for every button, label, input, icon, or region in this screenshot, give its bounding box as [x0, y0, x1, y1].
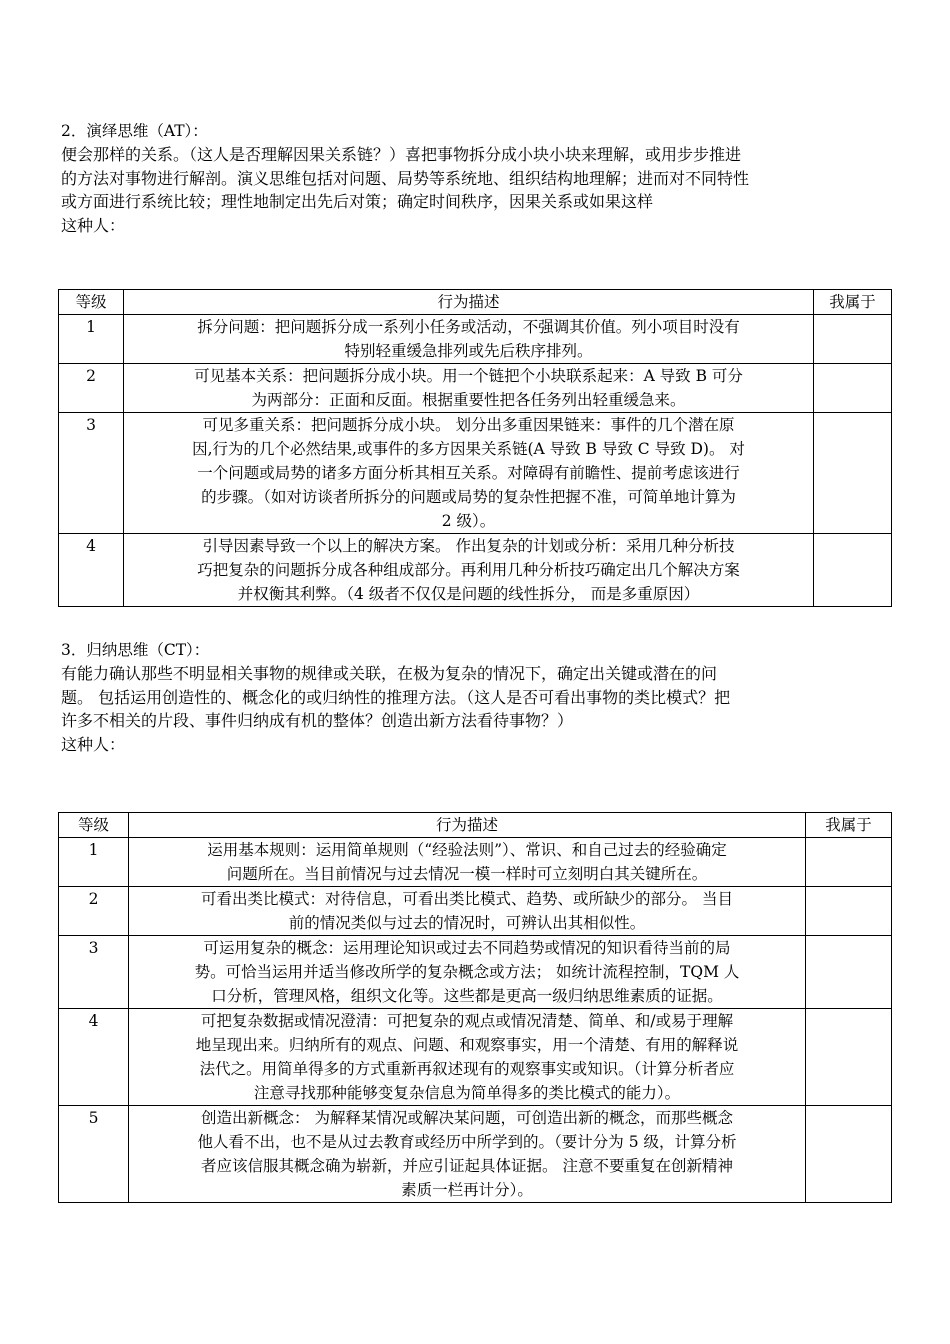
section-title: 2．演绎思维（AT）： [61, 122, 208, 140]
description-line: 法代之。用简单得多的方式重新再叙述现有的观察事实或知识。（计算分析者应 [199, 1060, 735, 1078]
description-cell [129, 936, 806, 1009]
description-cell [129, 838, 806, 887]
description-line: 素质一栏再计分）。 [401, 1181, 533, 1199]
table-header-row [59, 813, 892, 838]
header-description: 行为描述 [129, 813, 806, 838]
description-line: 巧把复杂的问题拆分成各种组成部分。再利用几种分析技巧确定出几个解决方案 [197, 561, 740, 579]
description-line: 前的情况类似与过去的情况时，可辨认出其相似性。 [288, 914, 646, 932]
intro-line: 便会那样的关系。（这人是否理解因果关系链？）喜把事物拆分成小块小块来理解，或用步步推进 [61, 145, 742, 164]
table-row [59, 1106, 892, 1203]
table-row [59, 364, 892, 413]
description-cell [124, 315, 814, 364]
table-row [59, 936, 892, 1009]
intro-line: 这种人： [61, 216, 126, 236]
table-row [59, 315, 892, 364]
level-cell: 3 [59, 413, 124, 534]
description-line: 可见多重关系：把问题拆分成小块。 划分出多重因果链来：事件的几个潜在原 [202, 416, 735, 434]
description-line: 2 级）。 [441, 512, 496, 530]
description-line: 他人看不出，也不是从过去教育或经历中所学到的。（要计分为 5 级，计算分析 [197, 1133, 737, 1151]
description-line: 并权衡其利弊。（4 级者不仅仅是问题的线性拆分， 而是多重原因） [237, 585, 700, 603]
level-cell: 4 [59, 1009, 129, 1106]
level-cell: 3 [59, 936, 129, 1009]
intro-line: 的方法对事物进行解剖。演义思维包括对问题、局势等系统地、组织结构地理解；进而对不同特性 [61, 168, 750, 188]
description-line: 注意寻找那种能够变复杂信息为简单得多的类比模式的能力）。 [253, 1084, 681, 1102]
description-line: 可见基本关系：把问题拆分成小块。用一个链把个小块联系起来：A 导致 B 可分 [194, 367, 743, 385]
mine-cell[interactable] [806, 1009, 892, 1106]
intro-line: 许多不相关的片段、事件归纳成有机的整体？创造出新方法看待事物？） [61, 711, 574, 731]
description-line: 运用基本规则：运用简单规则（“经验法则”）、常识、和自己过去的经验确定 [207, 841, 727, 859]
description-line: 地呈现出来。归纳所有的观点、问题、和观察事实，用一个清楚、有用的解释说 [195, 1036, 739, 1054]
header-mine: 我属于 [814, 290, 892, 315]
mine-cell[interactable] [806, 887, 892, 936]
description-cell [129, 1009, 806, 1106]
description-line: 势。可恰当运用并适当修改所学的复杂概念或方法； 如统计流程控制，TQM 人 [194, 963, 740, 981]
header-level: 等级 [59, 813, 129, 838]
description-line: 可看出类比模式：对待信息，可看出类比模式、趋势、或所缺少的部分。 当目 [201, 890, 733, 908]
description-cell [129, 1106, 806, 1203]
description-line: 特别轻重缓急排列或先后秩序排列。 [344, 342, 593, 360]
rating-table [58, 289, 892, 607]
description-cell [124, 364, 814, 413]
description-cell [124, 534, 814, 607]
description-line: 一个问题或局势的诸多方面分析其相互关系。对障碍有前瞻性、提前考虑该进行 [197, 464, 740, 482]
header-mine: 我属于 [806, 813, 892, 838]
level-cell: 2 [59, 364, 124, 413]
intro-line: 或方面进行系统比较；理性地制定出先后对策；确定时间秩序，因果关系或如果这样 [61, 192, 654, 212]
mine-cell[interactable] [806, 1106, 892, 1203]
level-cell: 4 [59, 534, 124, 607]
mine-cell[interactable] [814, 534, 892, 607]
description-line: 口分析，管理风格，组织文化等。这些都是更高一级归纳思维素质的证据。 [211, 987, 723, 1005]
description-line: 引导因素导致一个以上的解决方案。 作出复杂的计划或分析：采用几种分析技 [202, 537, 735, 555]
level-cell: 1 [59, 315, 124, 364]
mine-cell[interactable] [814, 315, 892, 364]
level-cell: 2 [59, 887, 129, 936]
table-header-row [59, 290, 892, 315]
mine-cell[interactable] [806, 936, 892, 1009]
description-line: 问题所在。当目前情况与过去情况一模一样时可立刻明白其关键所在。 [226, 865, 708, 883]
description-line: 的步骤。（如对访谈者所拆分的问题或局势的复杂性把握不准，可简单地计算为 [201, 488, 736, 506]
table-row [59, 1009, 892, 1106]
description-line: 可运用复杂的概念：运用理论知识或过去不同趋势或情况的知识看待当前的局 [203, 939, 731, 957]
description-line: 因,行为的几个必然结果,或事件的多方因果关系链(A 导致 B 导致 C 导致 D)。 对 [192, 440, 745, 458]
level-cell: 5 [59, 1106, 129, 1203]
intro-line: 这种人： [61, 735, 126, 755]
level-cell: 1 [59, 838, 129, 887]
section-intro [61, 143, 891, 238]
mine-cell[interactable] [814, 364, 892, 413]
header-level: 等级 [59, 290, 124, 315]
description-line: 拆分问题：把问题拆分成一系列小任务或活动，不强调其价值。列小项目时没有 [197, 318, 740, 336]
section-intro [61, 662, 891, 757]
description-line: 创造出新概念： 为解释某情况或解决某问题，可创造出新的概念，而那些概念 [201, 1109, 733, 1127]
description-cell [124, 413, 814, 534]
description-line: 可把复杂数据或情况澄清：可把复杂的观点或情况清楚、简单、和/或易于理解 [200, 1012, 734, 1030]
description-line: 为两部分：正面和反面。根据重要性把各任务列出轻重缓急来。 [251, 391, 686, 409]
intro-line: 题。 包括运用创造性的、概念化的或归纳性的推理方法。（这人是否可看出事物的类比模式？把 [61, 687, 731, 707]
description-line: 者应该信服其概念确为崭新，并应引证起具体证据。 注意不要重复在创新精神 [201, 1157, 733, 1175]
rating-table [58, 812, 892, 1203]
table-row [59, 887, 892, 936]
description-cell [129, 887, 806, 936]
header-description: 行为描述 [124, 290, 814, 315]
table-row [59, 838, 892, 887]
intro-line: 有能力确认那些不明显相关事物的规律或关联，在极为复杂的情况下，确定出关键或潜在的问 [61, 664, 718, 683]
table-row [59, 534, 892, 607]
mine-cell[interactable] [814, 413, 892, 534]
table-row [59, 413, 892, 534]
section-title: 3．归纳思维（CT）： [61, 641, 210, 659]
mine-cell[interactable] [806, 838, 892, 887]
